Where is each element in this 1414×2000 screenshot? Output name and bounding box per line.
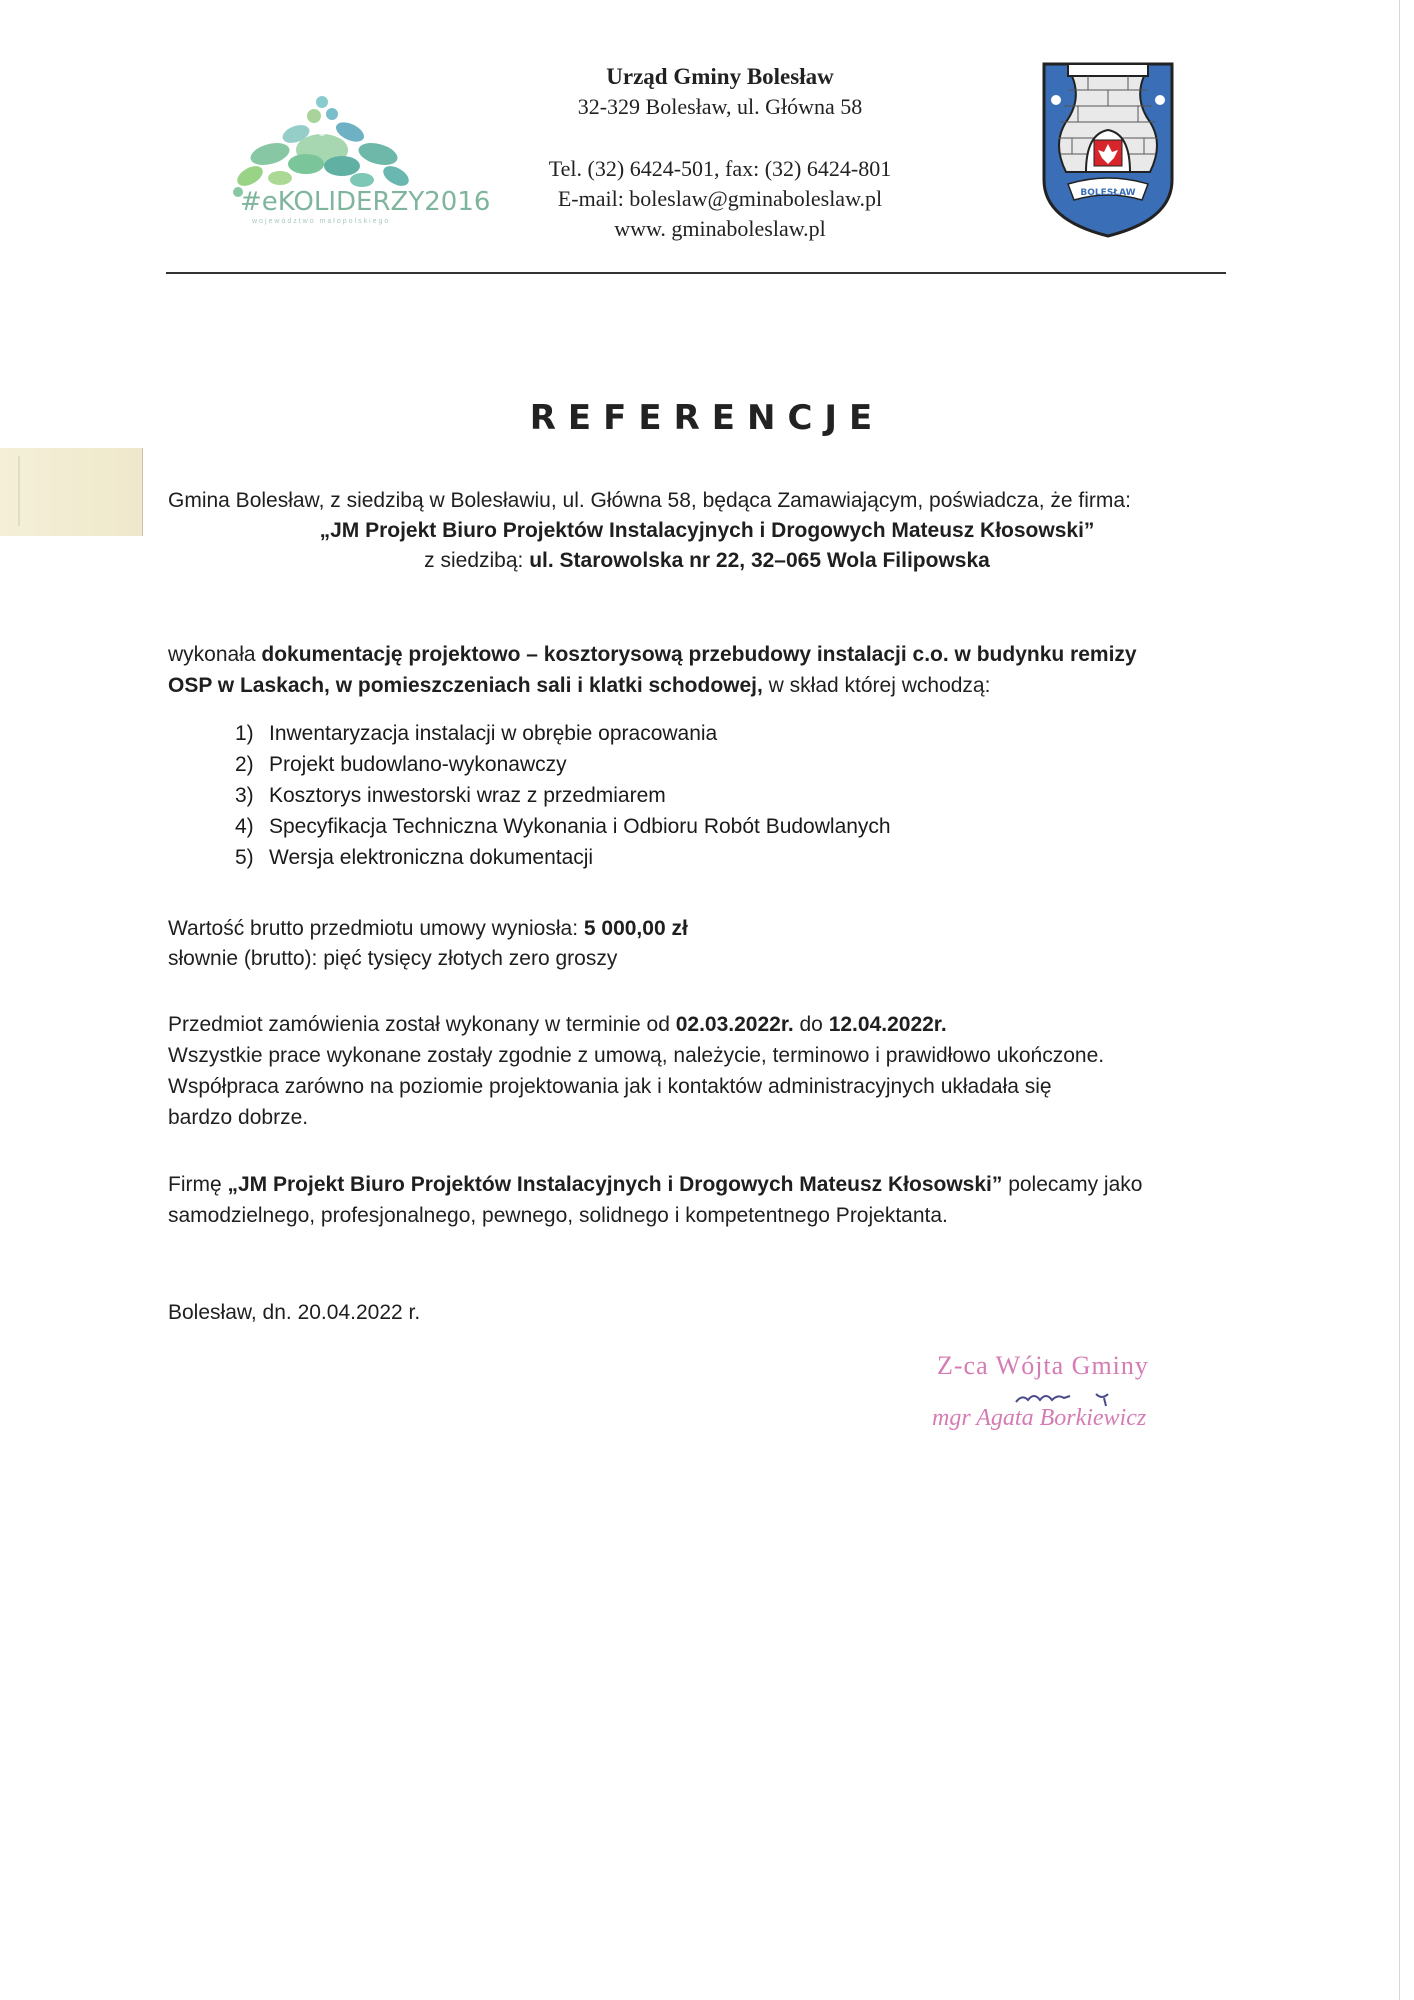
list-item: 5) Wersja elektroniczna dokumentacji [235, 846, 594, 869]
scope-items-list [235, 718, 891, 873]
page-edge [1399, 0, 1400, 2000]
company-seat: z siedzibą: ul. Starowolska nr 22, 32–065 Wola Filipowska [424, 549, 990, 572]
place-date: Bolesław, dn. 20.04.2022 r. [168, 1301, 421, 1324]
list-item: 4) Specyfikacja Techniczna Wykonania i Odbioru Robót Budowlanych [235, 815, 891, 838]
document-title: REFERENCJE [529, 398, 885, 438]
list-item: 3) Kosztorys inwestorski wraz z przedmiarem [235, 784, 666, 807]
term-line-3: Współpraca zarówno na poziomie projektowania jak i kontaktów administracyjnych układała się [168, 1075, 1052, 1098]
eco-logo-text: #eKOLIDERZY2016 [240, 187, 491, 217]
eco-logo-subtext: województwo małopolskiego [252, 218, 391, 225]
signature-title-stamp: Z-ca Wójta Gminy [937, 1351, 1149, 1380]
list-item: 1) Inwentaryzacja instalacji w obrębie opracowania [235, 722, 718, 745]
intro-line: Gmina Bolesław, z siedzibą w Bolesławiu, ul. Główna 58, będąca Zamawiającym, poświadcza, że firma: [168, 489, 1131, 512]
scope-line-1: wykonała dokumentację projektowo – kosztorysową przebudowy instalacji c.o. w budynku remizy [168, 643, 1137, 666]
org-name: Urząd Gminy Bolesław [606, 64, 834, 89]
contract-value: Wartość brutto przedmiotu umowy wyniosła: 5 000,00 zł [168, 917, 688, 940]
list-item: 2) Projekt budowlano-wykonawczy [235, 753, 567, 776]
recommendation-line-2: samodzielnego, profesjonalnego, pewnego, solidnego i kompetentnego Projektanta. [168, 1204, 948, 1227]
header-divider [166, 272, 1226, 274]
svg-text:BOLESŁAW: BOLESŁAW [1080, 188, 1136, 198]
org-phone-fax: Tel. (32) 6424-501, fax: (32) 6424-801 [548, 156, 892, 181]
coat-of-arms-icon [1038, 60, 1178, 238]
org-address: 32-329 Bolesław, ul. Główna 58 [577, 94, 863, 119]
signature-name-stamp: mgr Agata Borkiewicz [932, 1405, 1147, 1431]
term-line-4: bardzo dobrze. [168, 1106, 309, 1129]
term-line-2: Wszystkie prace wykonane zostały zgodnie z umową, należycie, terminowo i prawidłowo ukończone. [168, 1044, 1105, 1067]
term-line: Przedmiot zamówienia został wykonany w terminie od 02.03.2022r. do 12.04.2022r. [168, 1013, 947, 1036]
org-website: www. gminaboleslaw.pl [614, 216, 826, 241]
contract-value-words: słownie (brutto): pięć tysięcy złotych zero groszy [168, 947, 618, 970]
letterhead [480, 62, 960, 244]
company-name: „JM Projekt Biuro Projektów Instalacyjnych i Drogowych Mateusz Kłosowski” [319, 519, 1095, 542]
org-email: E-mail: boleslaw@gminaboleslaw.pl [557, 186, 883, 211]
recommendation-line-1: Firmę „JM Projekt Biuro Projektów Instalacyjnych i Drogowych Mateusz Kłosowski” polecamy jako [168, 1173, 1143, 1196]
scope-line-2: OSP w Laskach, w pomieszczeniach sali i klatki schodowej, w skład której wchodzą: [168, 674, 991, 697]
